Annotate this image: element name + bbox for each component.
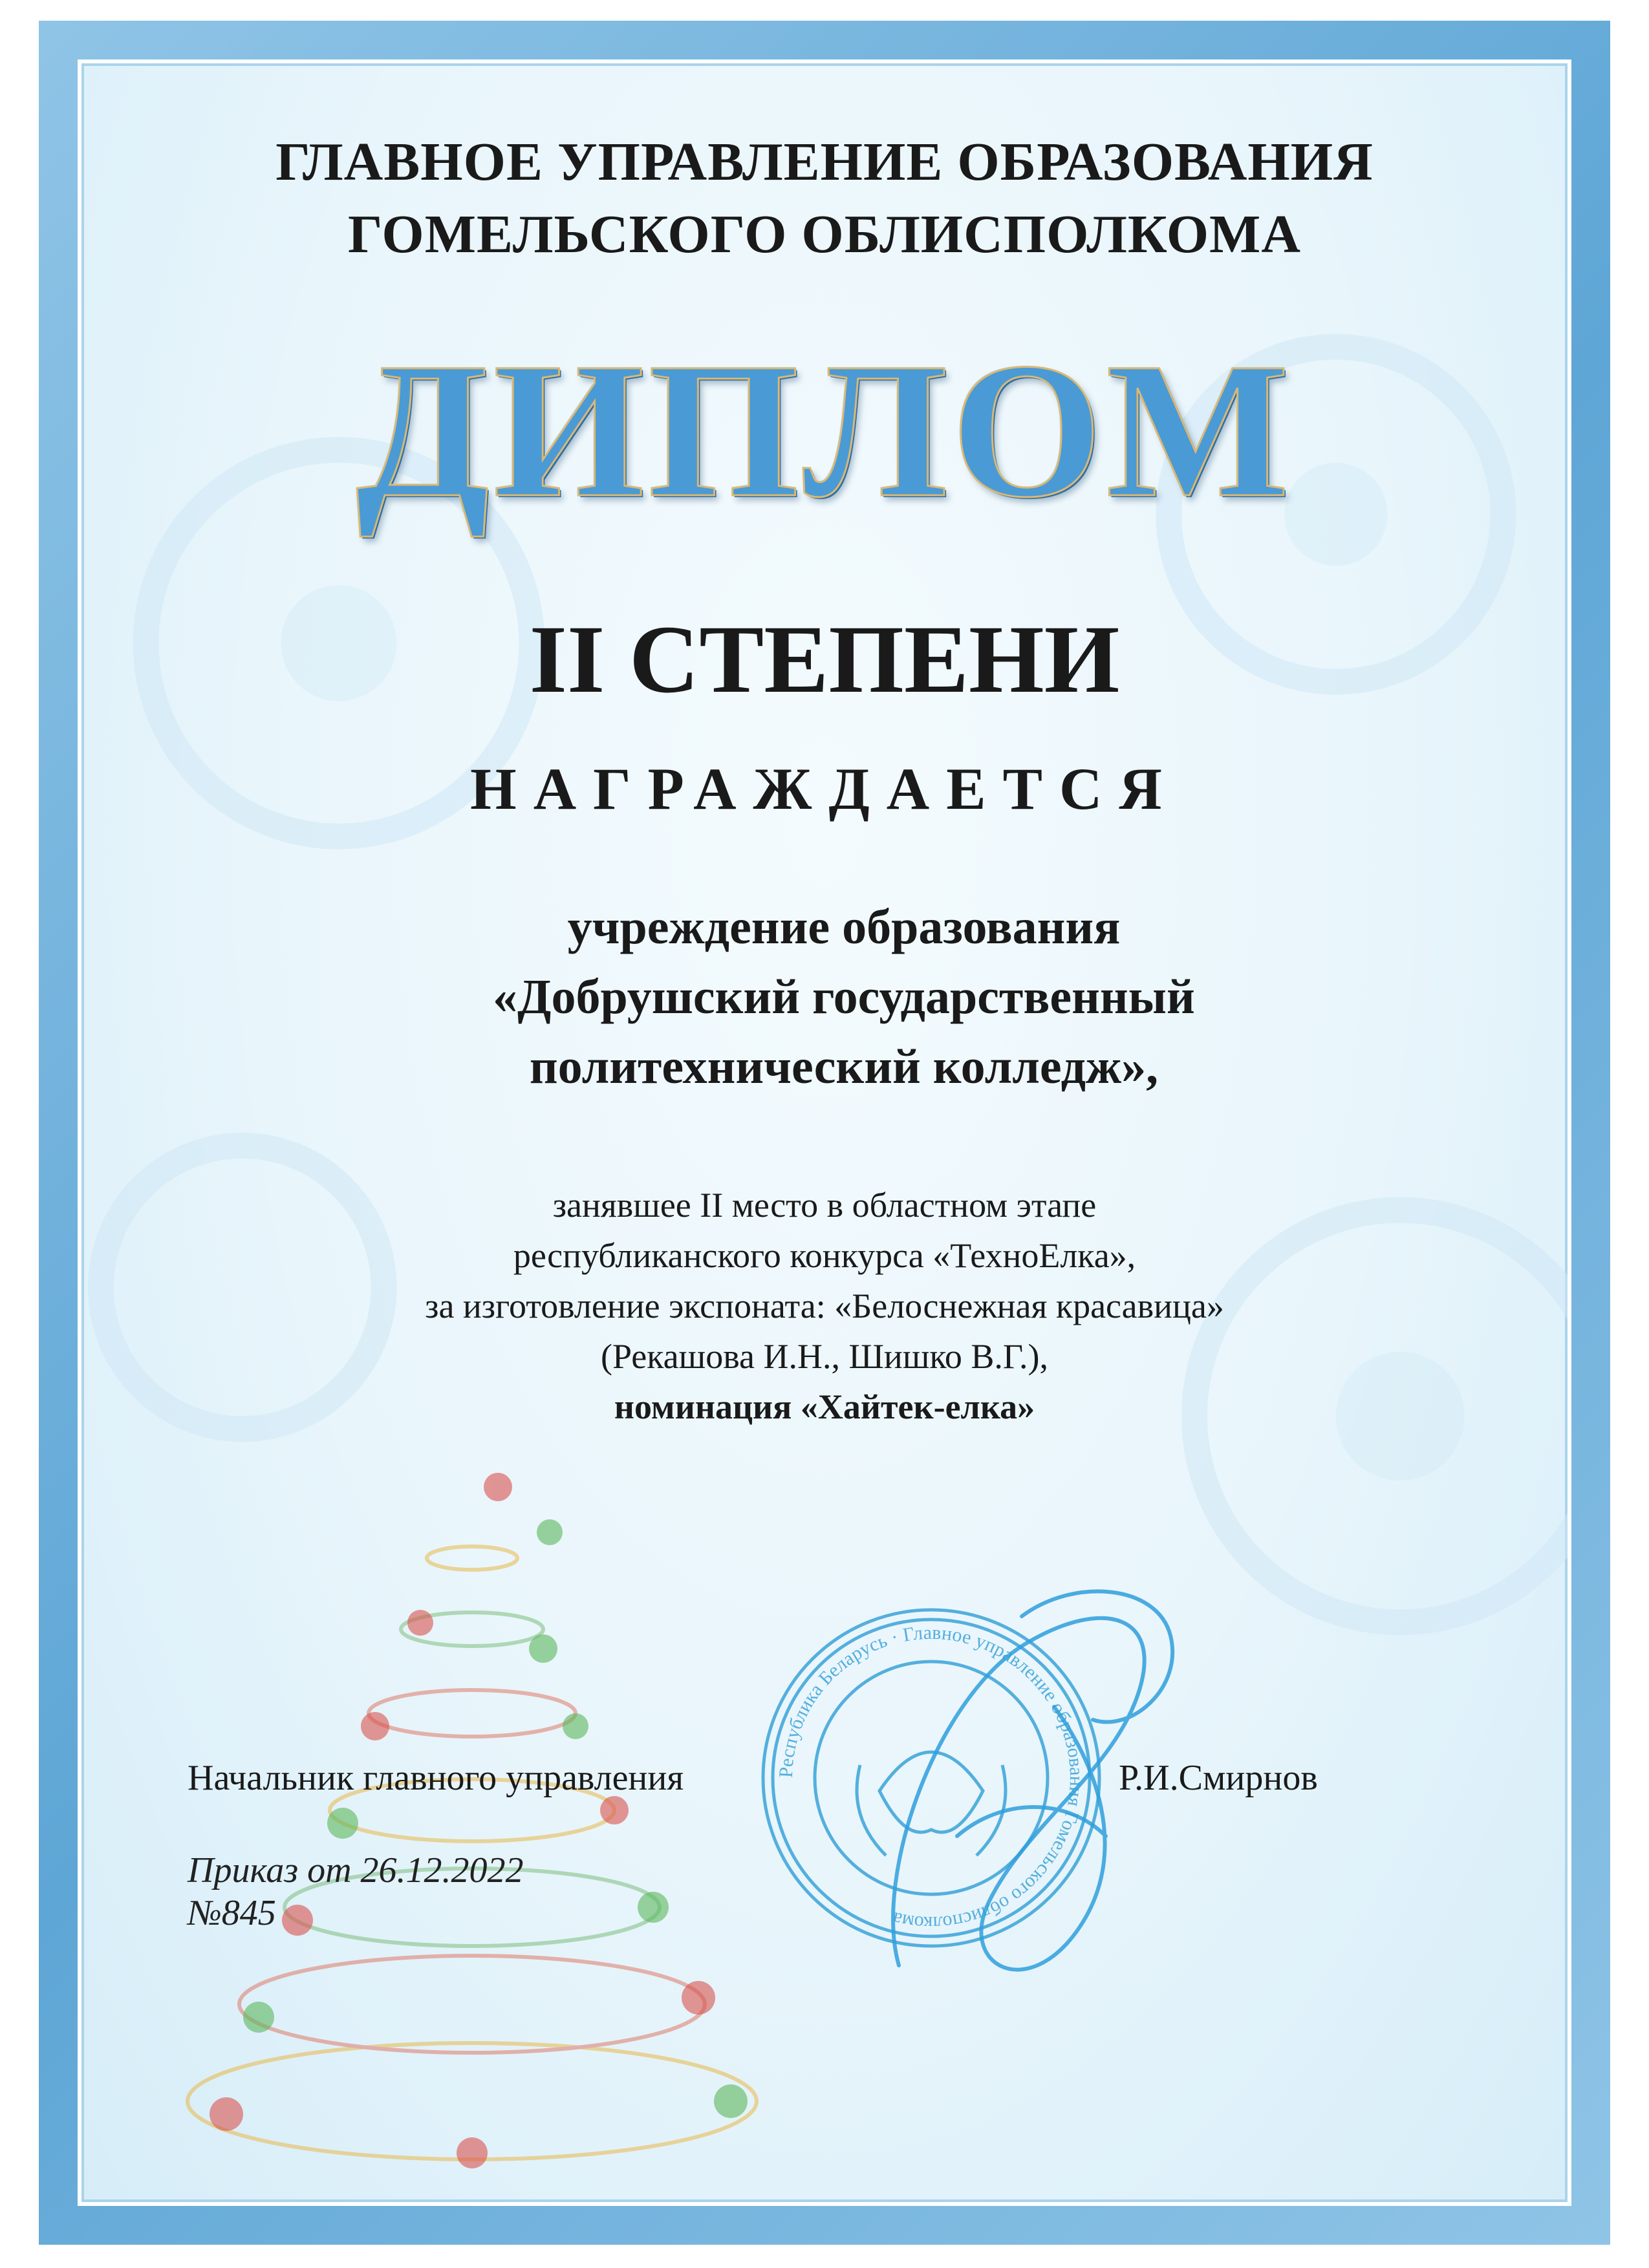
recipient-line-1: учреждение образования xyxy=(567,900,1121,954)
reason-nomination: номинация «Хайтек-елка» xyxy=(614,1387,1035,1426)
order-date: Приказ от 26.12.2022 xyxy=(188,1850,524,1890)
recipient-name xyxy=(0,892,1649,1102)
award-reason xyxy=(0,1180,1649,1432)
issuer-line-2: ГОМЕЛЬСКОГО ОБЛИСПОЛКОМА xyxy=(348,204,1301,264)
awarded-label: НАГРАЖДАЕТСЯ xyxy=(470,756,1179,822)
signatory-position: Начальник главного управления xyxy=(188,1758,684,1798)
signatory-name: Р.И.Смирнов xyxy=(1119,1758,1318,1798)
issuer-header xyxy=(0,126,1649,271)
reason-line-4: (Рекашова И.Н., Шишко В.Г.), xyxy=(600,1337,1049,1376)
issuer-line-1: ГЛАВНОЕ УПРАВЛЕНИЕ ОБРАЗОВАНИЯ xyxy=(275,132,1374,192)
recipient-line-2: «Добрушский государственный xyxy=(493,970,1195,1024)
stamp-text: Республика Беларусь · Главное управление образования Гомельского облисполкома xyxy=(775,1621,1088,1934)
diploma-title: ДИПЛОМ xyxy=(356,323,1293,537)
order-number: №845 xyxy=(188,1893,276,1933)
degree-label: II СТЕПЕНИ xyxy=(529,606,1120,713)
reason-line-3: за изготовление экспоната: «Белоснежная красавица» xyxy=(425,1287,1224,1325)
reason-line-1: занявшее II место в областном этапе xyxy=(552,1186,1097,1225)
recipient-line-3: политехнический колледж», xyxy=(529,1040,1159,1094)
order-reference xyxy=(188,1849,524,1934)
reason-line-2: республиканского конкурса «ТехноЕлка», xyxy=(513,1236,1136,1275)
signature-row xyxy=(0,1757,1649,1809)
